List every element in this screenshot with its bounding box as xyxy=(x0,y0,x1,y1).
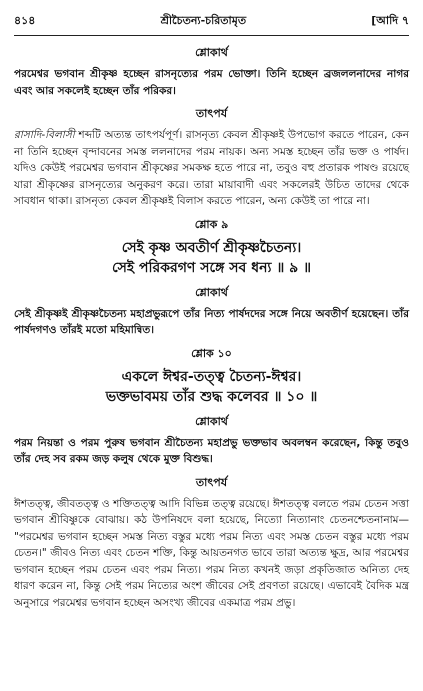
page-number: ৪১৪ xyxy=(14,14,36,27)
purport-lead: রাসাদি-বিলাসী xyxy=(14,129,75,141)
section-heading: তাৎপর্য xyxy=(195,475,228,489)
purport-paragraph xyxy=(14,127,409,210)
verse-line: ভক্তভাবময় তাঁর শুদ্ধ কলেবর ॥ ১০ ॥ xyxy=(105,388,318,405)
purport-paragraph: ঈশতত্ত্ব, জীবতত্ত্ব ও শক্তিতত্ত্ব আদি বিভিন্ন তত্ত্ব রয়েছে। ঈশতত্ত্ব বলতে পরম চেতন সত্তা ভগবান শ্রীবিষ্ণুকে বোঝায়। কঠ উপনিষদে বলা হয়েছে, নিত্যো নিত্যানাং চেতনশ্চেতনানাম— "পরমেশ্বর ভগবান হচ্ছেন সমস্ত নিত্য বস্তুর মধ্যে পরম নিত্য এবং সমস্ত চেতন বস্তুর মধ্যে পরম চেতন।" জীবও নিত্য এবং চেতন শক্তি, কিন্তু আয়তনগত ভাবে তারা অত্যন্ত ক্ষুদ্র, আর পরমেশ্বর ভগবান হচ্ছেন পরম চেতন এবং পরম নিত্য। পরম নিত্য কখনই জড়া প্রকৃতিজাত অনিত্য দেহ ধারণ করেন না, কিন্তু সেই পরম নিত্যের অংশ জীবের সেই প্রবণতা রয়েছে। এভাবেই বৈদিক মন্ত্র অনুসারে পরমেশ্বর ভগবান হচ্ছেন অসংখ্য জীবের একমাত্র পরম প্রভু। xyxy=(14,497,409,609)
verse-line: সেই পরিকরগণ সঙ্গে সব ধন্য ॥ ৯ ॥ xyxy=(111,259,312,276)
translation-paragraph: পরম নিয়ন্তা ও পরম পুরুষ ভগবান শ্রীচৈতন্য মহাপ্রভু ভক্তভাব অবলম্বন করেছেন, কিন্তু তবুও তাঁর দেহ সব রকম জড় কলুষ থেকে মুক্ত বিশুদ্ধ। xyxy=(14,436,409,465)
chapter-label: [আদি ৭ xyxy=(371,14,409,27)
verse-line: সেই কৃষ্ণ অবতীর্ণ শ্রীকৃষ্ণচৈতন্য। xyxy=(121,239,302,256)
verse-number: শ্লোক ৯ xyxy=(194,217,229,231)
book-title: শ্রীচৈতন্য-চরিতামৃত xyxy=(160,14,247,27)
page-header xyxy=(14,12,409,36)
section-heading: শ্লোকার্থ xyxy=(195,414,228,428)
section-heading: শ্লোকার্থ xyxy=(195,285,228,299)
purport-body: শব্দটি অত্যন্ত তাৎপর্যপূর্ণ। রাসনৃত্য কেবল শ্রীকৃষ্ণই উপভোগ করতে পারেন, কেন না তিনি হচ্ছেন বৃন্দাবনের সমস্ত ললনাদের পরম নায়ক। অন্য সমস্ত হচ্ছেন তাঁর ভক্ত ও পার্ষদ। যদিও কেউই পরমেশ্বর ভগবান শ্রীকৃষ্ণের সমকক্ষ হতে পারে না, তবুও বহু প্রতারক পাষণ্ড রয়েছে যারা শ্রীকৃষ্ণের রাসনৃত্যের অনুকরণ করে। তারা মায়াবাদী এবং সকলেরই উচিত তাদের থেকে সাবধান থাকা। রাসনৃত্য কেবল শ্রীকৃষ্ণই বিলাস করতে পারেন, অন্য কেউই তা পারে না। xyxy=(14,129,409,207)
verse-number: শ্লোক ১০ xyxy=(191,346,232,360)
section-heading: তাৎপর্য xyxy=(195,107,228,120)
translation-paragraph: সেই শ্রীকৃষ্ণই শ্রীকৃষ্ণচৈতন্য মহাপ্রভুরূপে তাঁর নিত্য পার্ষদদের সঙ্গে নিয়ে অবতীর্ণ হয়েছেন। তাঁর পার্ষদগণও তাঁরই মতো মহিমান্বিত। xyxy=(14,307,409,336)
verse-line: একলে ঈশ্বর-তত্ত্ব চৈতন্য-ঈশ্বর। xyxy=(121,368,302,385)
section-heading: শ্লোকার্থ xyxy=(195,46,228,59)
translation-paragraph: পরমেশ্বর ভগবান শ্রীকৃষ্ণ হচ্ছেন রাসনৃত্যের পরম ভোক্তা। তিনি হচ্ছেন ব্রজললনাদের নাগর এবং আর সকলেই হচ্ছেন তাঁর পরিকর। xyxy=(14,68,409,97)
